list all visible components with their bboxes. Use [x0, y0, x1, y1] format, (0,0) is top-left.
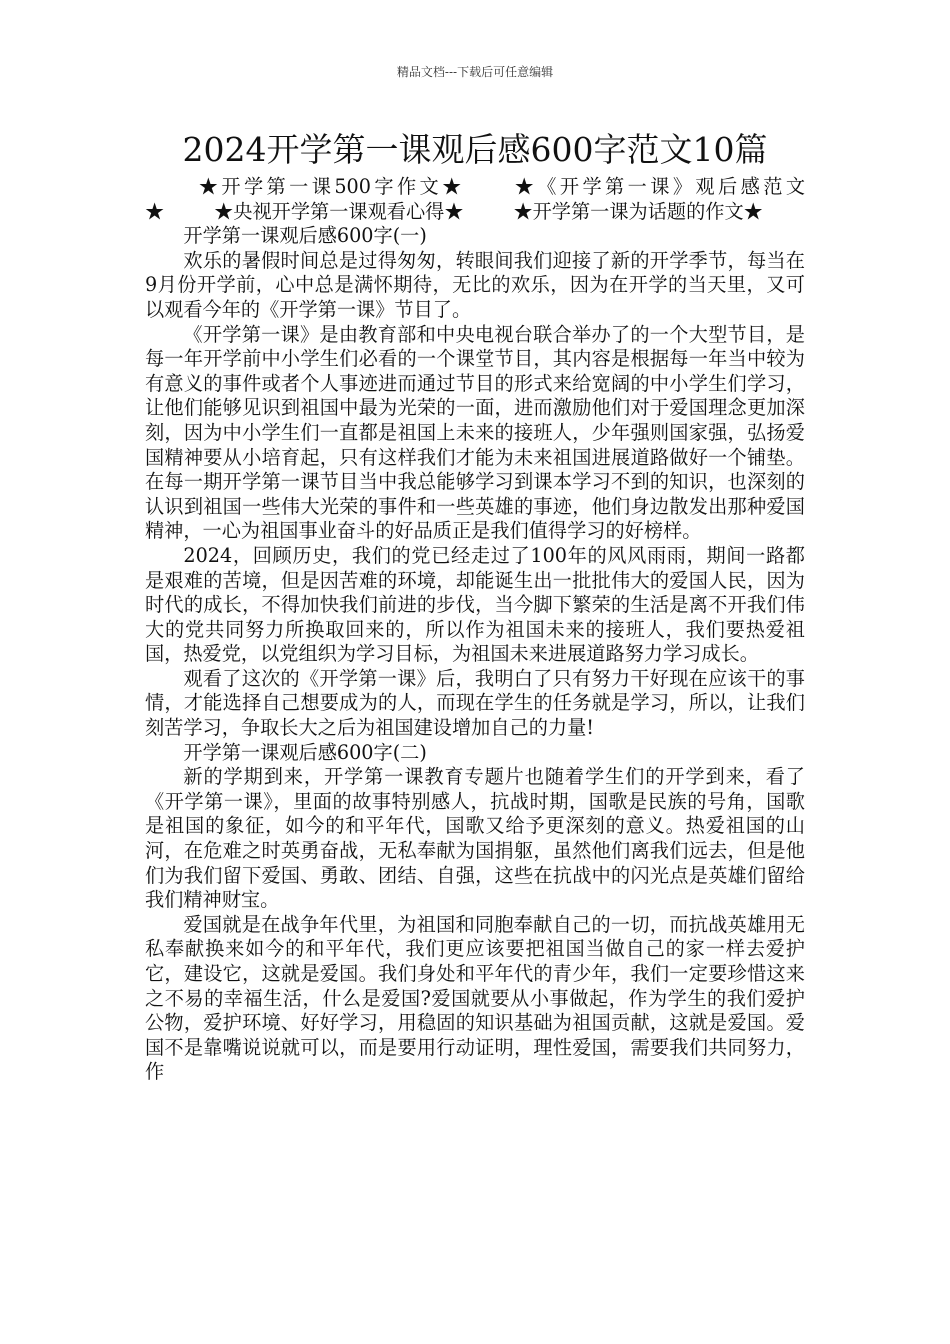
page-header: 精品文档---下载后可任意编辑 — [396, 65, 554, 79]
section-heading-1: 开学第一课观后感600字(一) — [183, 224, 427, 248]
related-link-2[interactable]: ★《开学第一课》观后感范文★ — [145, 175, 806, 223]
paragraph: 欢乐的暑假时间总是过得匆匆，转眼间我们迎接了新的开学季节，每当在9月份开学前，心中总是满怀期待，无比的欢乐，因为在开学的当天里，又可以观看今年的《开学第一课》节目了。 — [145, 248, 805, 321]
paragraph: 2024，回顾历史，我们的党已经走过了100年的风风雨雨，期间一路都是艰难的苦境，但是因苦难的环境，却能诞生出一批批伟大的爱国人民，因为时代的成长，不得加快我们前进的步伐，当今脚下繁荣的生活是离不开我们伟大的党共同努力所换取回来的，所以作为祖国未来的接班人，我们要热爱祖国，热爱党，以党组织为学习目标，为祖国未来进展道路努力学习成长。 — [145, 543, 805, 666]
related-link-3[interactable]: ★央视开学第一课观看心得★ — [214, 199, 464, 223]
paragraph: 新的学期到来，开学第一课教育专题片也随着学生们的开学到来，看了《开学第一课》，里面的故事特别感人，抗战时期，国歌是民族的号角，国歌是祖国的象征，如今的和平年代，国歌又给予更深刻的意义。热爱祖国的山河，在危难之时英勇奋战，无私奉献为国捐躯，虽然他们离我们远去，但是他们为我们留下爱国、勇敢、团结、自强，这些在抗战中的闪光点是英雄们留给我们精神财宝。 — [145, 765, 805, 912]
related-link-1[interactable]: ★开学第一课500字作文★ — [198, 175, 465, 198]
paragraph: 观看了这次的《开学第一课》后，我明白了只有努力干好现在应该干的事情，才能选择自己想要成为的人，而现在学生的任务就是学习，所以，让我们刻苦学习，争取长大之后为祖国建设增加自己的力量! — [145, 666, 805, 740]
document-body — [145, 175, 805, 1085]
section-heading-2: 开学第一课观后感600字(二) — [183, 740, 427, 764]
paragraph: 爱国就是在战争年代里，为祖国和同胞奉献自己的一切，而抗战英雄用无私奉献换来如今的和平年代，我们更应该要把祖国当做自己的家一样去爱护它，建设它，这就是爱国。我们身处和平年代的青少年，我们一定要珍惜这来之不易的幸福生活，什么是爱国?爱国就要从小事做起，作为学生的我们爱护公物，爱护环境、好好学习，用稳固的知识基础为祖国贡献，这就是爱国。爱国不是靠嘴说说就可以，而是要用行动证明，理性爱国，需要我们共同努力，作 — [145, 912, 805, 1084]
document-title: 2024开学第一课观后感600字范文10篇 — [182, 130, 768, 169]
related-links — [145, 175, 805, 224]
paragraph: 《开学第一课》是由教育部和中央电视台联合举办了的一个大型节目，是每一年开学前中小学生们必看的一个课堂节目，其内容是根据每一年当中较为有意义的事件或者个人事迹进而通过节目的形式来给宽阔的中小学生们学习，让他们能够见识到祖国中最为光荣的一面，进而激励他们对于爱国理念更加深刻，因为中小学生们一直都是祖国上未来的接班人，少年强则国家强，弘扬爱国精神要从小培育起，只有这样我们才能为未来祖国进展道路做好一个铺垫。在每一期开学第一课节目当中我总能够学习到课本学习不到的知识，也深刻的认识到祖国一些伟大光荣的事件和一些英雄的事迹，他们身边散发出那种爱国精神，一心为祖国事业奋斗的好品质正是我们值得学习的好榜样。 — [145, 322, 805, 543]
related-link-4[interactable]: ★开学第一课为话题的作文★ — [513, 199, 763, 223]
